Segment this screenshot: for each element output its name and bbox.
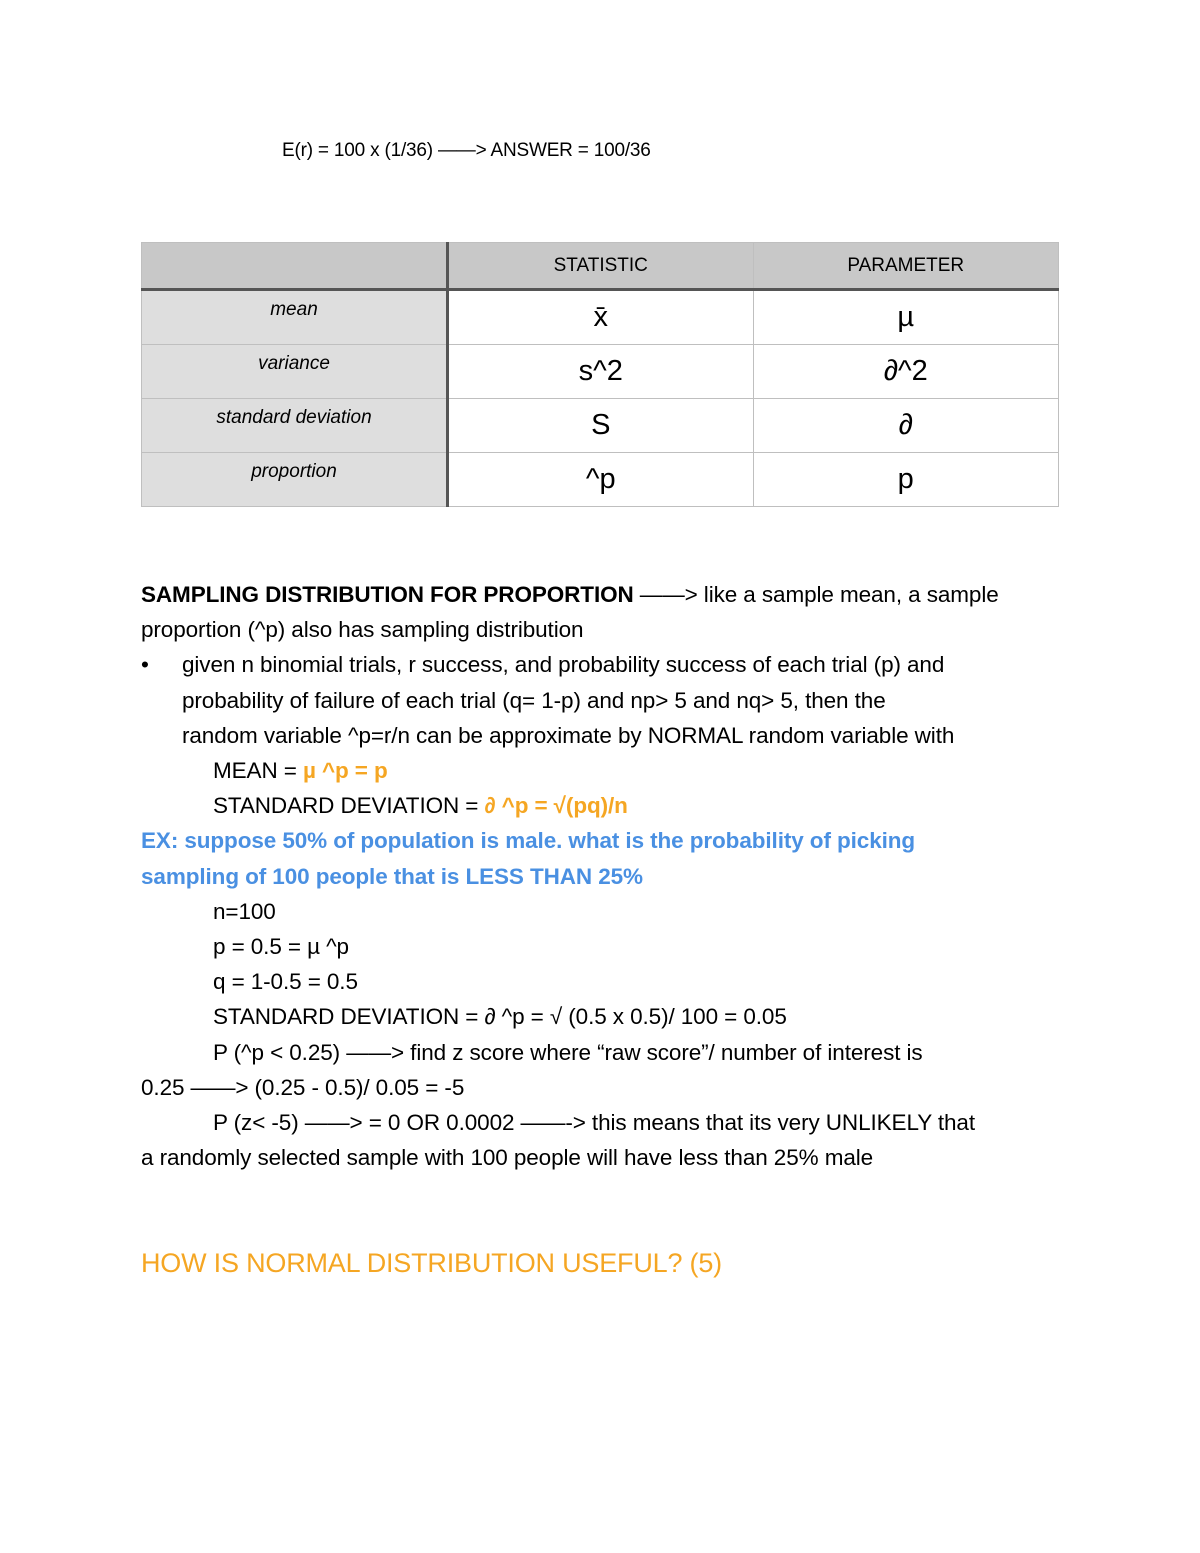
table-header-cell: STATISTIC: [448, 243, 754, 290]
statistic-symbol: ^p: [448, 453, 754, 507]
statistic-parameter-table: [141, 242, 1059, 507]
table-row: [142, 345, 1059, 399]
mean-value: µ ^p = p: [302, 758, 388, 784]
example-step: STANDARD DEVIATION = ∂ ^p = √ (0.5 x 0.5)/ 100 = 0.05: [213, 1004, 787, 1030]
bullet-item: [141, 647, 1071, 753]
statistic-symbol: x̄: [448, 290, 754, 345]
example-step: q = 1-0.5 = 0.5: [213, 969, 358, 995]
table-row: [142, 399, 1059, 453]
sd-value: ∂ ^p = √(pq)/n: [484, 793, 628, 819]
table-header-cell: PARAMETER: [753, 243, 1059, 290]
sd-label: STANDARD DEVIATION =: [213, 793, 485, 819]
row-label: proportion: [142, 453, 448, 507]
example-question-line: sampling of 100 people that is LESS THAN 25%: [141, 863, 643, 889]
mean-label: MEAN =: [213, 758, 303, 784]
table-row: [142, 453, 1059, 507]
section-title-line: [141, 577, 1071, 612]
expected-value-formula: E(r) = 100 x (1/36) ——> ANSWER = 100/36: [282, 140, 651, 161]
section-line: proportion (^p) also has sampling distribution: [141, 617, 584, 643]
bullet-marker: •: [141, 652, 149, 678]
row-label: variance: [142, 345, 448, 399]
parameter-symbol: p: [753, 453, 1059, 507]
example-step: P (^p < 0.25) ——> find z score where “raw score”/ number of interest is: [213, 1039, 923, 1065]
section-heading: HOW IS NORMAL DISTRIBUTION USEFUL? (5): [141, 1248, 722, 1278]
example-step: P (z< -5) ——> = 0 OR 0.0002 ——-> this means that its very UNLIKELY that: [213, 1110, 975, 1136]
statistic-symbol: s^2: [448, 345, 754, 399]
parameter-symbol: ∂^2: [753, 345, 1059, 399]
bullet-line: probability of failure of each trial (q= 1-p) and np> 5 and nq> 5, then the: [182, 687, 886, 713]
example-step-continuation: a randomly selected sample with 100 people will have less than 25% male: [141, 1145, 874, 1171]
section-title: SAMPLING DISTRIBUTION FOR PROPORTION: [141, 582, 634, 607]
parameter-symbol: ∂: [753, 399, 1059, 453]
example-question-line: EX: suppose 50% of population is male. what is the probability of picking: [141, 828, 916, 854]
table-row: [142, 290, 1059, 345]
row-label: mean: [142, 290, 448, 345]
example-step: n=100: [213, 898, 276, 924]
table-header-cell: [142, 243, 448, 290]
parameter-symbol: µ: [753, 290, 1059, 345]
sampling-distribution-section: [141, 577, 1071, 1175]
example-step-continuation: 0.25 ——> (0.25 - 0.5)/ 0.05 = -5: [141, 1074, 465, 1100]
bullet-line: random variable ^p=r/n can be approximate by NORMAL random variable with: [182, 722, 955, 748]
table-header-row: [142, 243, 1059, 290]
mean-formula-line: [141, 753, 1071, 788]
bullet-line: given n binomial trials, r success, and probability success of each trial (p) and: [182, 652, 945, 678]
statistic-symbol: S: [448, 399, 754, 453]
section-title-rest: ——> like a sample mean, a sample: [633, 582, 999, 607]
sd-formula-line: [141, 788, 1071, 823]
row-label: standard deviation: [142, 399, 448, 453]
example-step: p = 0.5 = µ ^p: [213, 934, 349, 960]
